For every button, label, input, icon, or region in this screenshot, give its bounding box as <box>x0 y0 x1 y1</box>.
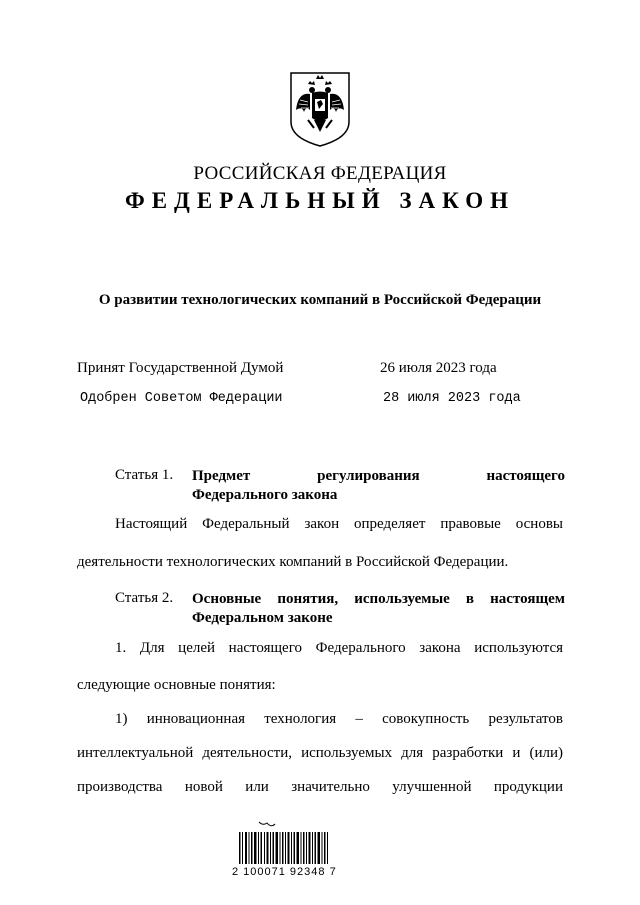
coat-of-arms-emblem <box>288 70 352 148</box>
duma-date: 26 июля 2023 года <box>380 360 497 376</box>
article-1-heading <box>115 467 565 507</box>
article-2-definition-line: производства новой или значительно улучшенной продукции <box>77 779 563 795</box>
article-2-definition-line: интеллектуальной деятельности, используемых для разработки и (или) <box>77 745 563 761</box>
duma-label: Принят Государственной Думой <box>77 360 284 376</box>
article-1-number: Статья 1. <box>115 467 174 483</box>
article-1-title-line: Предмет регулирования настоящего <box>192 468 565 484</box>
article-2-title-line: Федеральном законе <box>192 610 333 626</box>
article-2-heading <box>115 590 565 630</box>
barcode-number: 2 100071 92348 7 <box>232 866 337 878</box>
article-2-title-line: Основные понятия, используемые в настоящем <box>192 591 565 607</box>
council-label: Одобрен Советом Федерации <box>80 391 283 406</box>
article-1-text-line: деятельности технологических компаний в Российской Федерации. <box>77 554 509 570</box>
document-type: ФЕДЕРАЛЬНЫЙ ЗАКОН <box>124 188 516 213</box>
law-title: О развитии технологических компаний в Российской Федерации <box>98 292 542 308</box>
article-2-title <box>192 590 565 628</box>
council-date: 28 июля 2023 года <box>383 391 521 406</box>
barcode-image <box>237 820 330 870</box>
article-1-title-line: Федерального закона <box>192 487 338 503</box>
article-2-paragraph-line: следующие основные понятия: <box>77 677 276 693</box>
article-2-number: Статья 2. <box>115 590 174 606</box>
article-2-paragraph-line: 1. Для целей настоящего Федерального закона используются <box>115 640 563 656</box>
article-1-text-line: Настоящий Федеральный закон определяет правовые основы <box>115 516 563 532</box>
article-1-title <box>192 467 565 505</box>
article-2-definition-line: 1) инновационная технология – совокупность результатов <box>115 711 563 727</box>
country-name: РОССИЙСКАЯ ФЕДЕРАЦИЯ <box>193 163 447 184</box>
